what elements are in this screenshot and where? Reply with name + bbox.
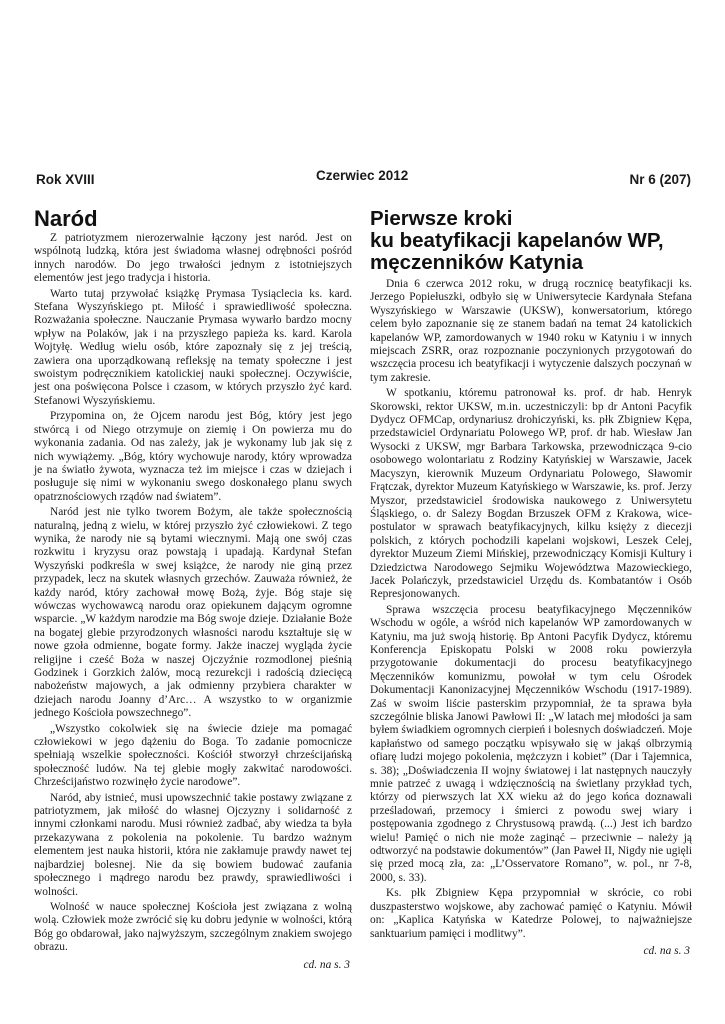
masthead <box>36 168 691 188</box>
right-title-line-3: męczenników Katynia <box>370 251 584 274</box>
right-paragraph-1: Dnia 6 czerwca 2012 roku, w drugą rocznicę beatyfikacji ks. Jerzego Popiełuszki, odbyło się w Uniwersytecie Kardynała Stefana Wyszyńskiego w Warszawie (UKSW), konwersatorium, którego celem było zapoznanie się ze stanem badań na temat 24 katolickich kapelanów WP, zamordowanych w 1940 roku w Katyniu i w innych miejscach ZSRR, oraz rozpoznanie poczynionych przygotowań do wszczęcia procesu ich beatyfikacji i wytyczenie dalszych poczynań w tym zakresie. <box>370 278 692 384</box>
left-continued-note: cd. na s. 3 <box>303 958 350 971</box>
left-paragraph-4: Naród jest nie tylko tworem Bożym, ale także społecznością naturalną, jedną z wielu, w której przyszło żyć człowiekowi. Z tego wynika, że narody nie są bytami wiecznymi. Mają one swój czas rozkwitu i kryzysu oraz powstają i upadają. Kardynał Stefan Wyszyński podkreśla w swej książce, że narody nie giną przez przypadek, lecz na skutek własnych grzechów. Zauważa również, że każdy naród, który zachował mowę Bożą, żyje. Bóg staje się wówczas wychowawcą narodu oraz opiekunem dającym ogromne wsparcie. „W każdym narodzie ma Bóg swoje dzieje. Działanie Boże na bogatej glebie przyrodzonych własności narodu kształtuje się w nowe gzoła odmienne, bogate formy. Jakże inaczej wygląda życie religijne i cześć Boża w naszej Ojczyźnie rozmodlonej pieśnią Godzinek i Gorzkich żalów, mocą rezurekcji i radością dziecięcą nabożeństw majowych, a jak odmienny przybiera charakter w dziejach narodu Joanny d’Arc… A wszystko to w organizmie jednego Kościoła powszechnego”. <box>34 506 352 720</box>
right-title-line-1: Pierwsze kroki <box>370 207 513 230</box>
right-continued-note: cd. na s. 3 <box>643 944 690 957</box>
left-paragraph-3: Przypomina on, że Ojcem narodu jest Bóg, który jest jego stwórcą i od Niego otrzymuje on ziemię i On powierza mu do wykonania zadania. Od nas zależy, jak je wykonamy lub jak się z nich wywiążemy. „Bóg, który wychowuje narody, który wprowadza je na światło żywota, wyznacza też im miejsce i czas w dziejach i posługuje się nimi w wykonaniu swego doskonałego planu swych opatrznościowych rządów nad światem”. <box>34 410 352 503</box>
right-paragraph-2: W spotkaniu, któremu patronował ks. prof. dr hab. Henryk Skorowski, rektor UKSW, m.in. uczestniczyli: bp dr Antoni Pacyfik Dydycz OFMCap, ordynariusz drohiczyński, ks. płk Zbigniew Kępa, przedstawiciel Ordynariatu Polowego WP, prof. dr hab. Wiesław Jan Wysocki z UKSW, mgr Barbara Tarkowska, przewodnicząca 9-cio osobowego wolontariatu z Rodziny Katyńskiej w Warszawie, Jacek Macyszyn, kierownik Muzeum Ordynariatu Polowego, Sławomir Frątczak, dyrektor Muzeum Katyńskiego w Warszawie, ks. prof. Jerzy Myszor, przedstawiciel środowiska naukowego z Uniwersytetu Śląskiego, o. dr Salezy Bogdan Brzuszek OFM z Krakowa, wice-postulator w sprawach beatyfikacyjnych, kilku księży z diecezji polskich, z których pochodzili kapelani wojskowi, Leszek Celej, dyrektor Muzeum Ziemi Mińskiej, przewodniczący Komisji Kultury i Dziedzictwa Narodowego Sejmiku Województwa Mazowieckiego, Jacek Polańczyk, przedstawiciel Urzędu ds. Kombatantów i Osób Represjonowanych. <box>370 387 692 601</box>
left-paragraph-2: Warto tutaj przywołać książkę Prymasa Tysiąclecia ks. kard. Stefana Wyszyńskiego pt. Miłość i sprawiedliwość społeczna. Rozważania społeczne. Nauczanie Prymasa wywarło bardzo mocny wpływ na Polaków, jak i na przyszłego papieża ks. kard. Karola Wojtyłę. Według wielu osób, które zapoznały się z jej treścią, zawiera ona uporządkowaną refleksję na tematy społeczne i jest swoistym podręcznikiem katolickiej nauki społecznej. Oczywiście, jest ona poświęcona Polsce i czasom, w których przyszło żyć kard. Stefanowi Wyszyńskiemu. <box>34 287 352 407</box>
left-article-title: Naród <box>34 206 98 231</box>
issue-date: Czerwiec 2012 <box>316 168 409 183</box>
left-article <box>34 208 352 971</box>
issue-number: Nr 6 (207) <box>629 172 691 187</box>
right-paragraph-3: Sprawa wszczęcia procesu beatyfikacyjnego Męczenników Wschodu w ogóle, a wśród nich kapelanów WP zamordowanych w Katyniu, ma już swoją historię. Bp Antoni Pacyfik Dydycz, któremu Konferencja Episkopatu Polski w 2008 roku powierzyła przygotowanie dokumentacji do procesu beatyfikacyjnego Męczenników komunizmu, powołał w tym celu Ośrodek Dokumentacji Kanonizacyjnej Męczenników Wschodu (1917-1989). Zaś w swoim liście pasterskim przypomniał, że ta sprawa była szczególnie bliska Janowi Pawłowi II: „W latach mej młodości ja sam byłem świadkiem ogromnych cierpień i bolesnych doświadczeń. Moje kapłaństwo od samego początku wpisywało się w jakąś olbrzymią ofiarę ludzi mojego pokolenia, mężczyzn i kobiet” (Dar i Tajemnica, s. 38); „Doświadczenia II wojny światowej i lat następnych nauczyły mnie patrzeć z uwagą i wdzięcznością na świetlany przykład tych, którzy od pierwszych lat XX wieku aż do jego końca doznawali prześladowań, przemocy i śmierci z powodu swej wiary i postępowania zgodnego z Chrystusową prawdą. (...) Jest ich bardzo wielu! Pamięć o nich nie może zaginąć – przeciwnie – należy ją odtworzyć na podstawie dokumentów” (Jan Paweł II, Nigdy nie ugięli się przed mocą zła, za: „L’Osservatore Romano”, w. pol., nr 7-8, 2000, s. 33). <box>370 603 692 884</box>
left-paragraph-5: „Wszystko cokolwiek się na świecie dzieje ma pomagać człowiekowi w jego dążeniu do Boga. To zadanie pomocnicze spełniają wszelkie społeczności. Kościół stworzył chrześcijańską społeczność ludów. Na tej glebie mogły zakwitać narodowości. Chrześcijaństwo rozwinęło życie narodowe”. <box>34 722 352 789</box>
left-paragraph-6: Naród, aby istnieć, musi upowszechnić takie postawy związane z patriotyzmem, jak miłość do własnej Ojczyzny i solidarność z innymi członkami narodu. Musi również zadbać, aby wiedza ta była przekazywana z pokolenia na pokolenie. Tu bardzo ważnym elementem jest nauka historii, która nie zakłamuje prawdy nawet tej najbardziej bolesnej. Nie da się bowiem budować zaufania społecznego i mądrego narodu bez prawdy, sprawiedliwości i wolności. <box>34 791 352 898</box>
left-paragraph-7: Wolność w nauce społecznej Kościoła jest związana z wolną wolą. Człowiek może zwrócić się ku dobru jedynie w wolności, którą Bóg go obdarował, jako najwyższym, szczególnym znakiem swojego obrazu. <box>34 900 352 954</box>
right-title-line-2: ku beatyfikacji kapelanów WP, <box>370 229 664 252</box>
left-paragraph-1: Z patriotyzmem nierozerwalnie łączony jest naród. Jest on wspólnotą ludzką, która jest świadoma własnej odrębności pośród innych narodów. Do jego trwałości jednym z istotniejszych elementów jest jego tradycja i historia. <box>34 232 352 285</box>
right-article <box>370 208 692 957</box>
right-paragraph-4: Ks. płk Zbigniew Kępa przypomniał w skrócie, co robi duszpasterstwo wojskowe, aby zachować pamięć o Katyniu. Mówił on: „Kaplica Katyńska w Katedrze Polowej, to najważniejsze sanktuarium pamięci i modlitwy”. <box>370 887 692 940</box>
right-article-title <box>370 208 692 274</box>
year-label: Rok XVIII <box>36 172 95 187</box>
